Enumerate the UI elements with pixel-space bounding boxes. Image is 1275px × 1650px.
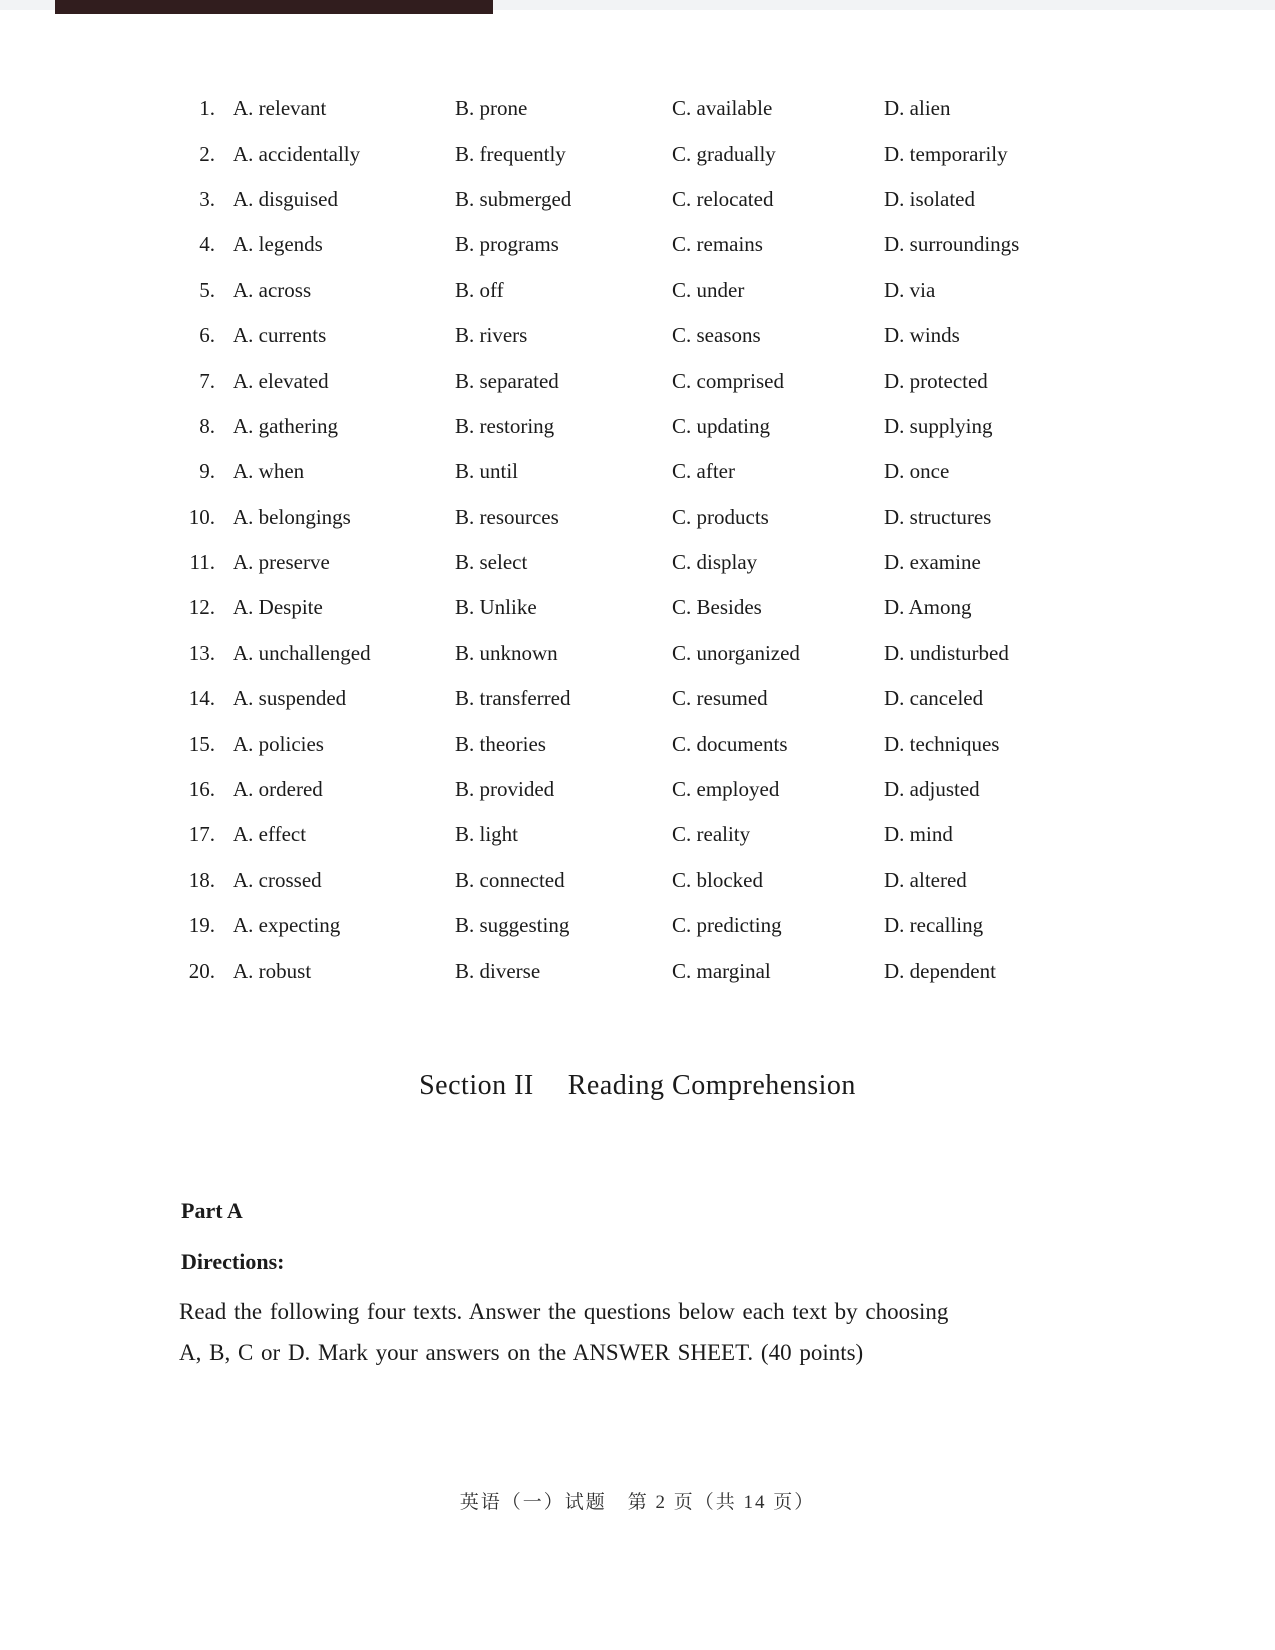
option-a: A. when — [233, 459, 305, 484]
directions-text — [179, 1291, 1059, 1373]
option-c: C. seasons — [672, 323, 761, 348]
option-c: C. Besides — [672, 595, 762, 620]
option-a: A. elevated — [233, 368, 329, 393]
option-d: D. structures — [884, 504, 992, 529]
cloze-row — [0, 858, 1275, 903]
option-b: B. frequently — [455, 141, 566, 166]
option-d: D. dependent — [884, 958, 996, 983]
question-number: 16. — [188, 777, 215, 802]
cloze-row — [0, 86, 1275, 131]
option-c: C. marginal — [672, 958, 771, 983]
option-d: D. supplying — [884, 413, 993, 438]
section-label: Section II — [419, 1070, 534, 1101]
cloze-row — [0, 631, 1275, 676]
option-a: A. crossed — [233, 867, 322, 892]
scan-artifact-bar — [55, 0, 493, 14]
option-b: B. unknown — [455, 640, 558, 665]
option-b: B. connected — [455, 867, 565, 892]
part-label: Part A — [181, 1198, 243, 1223]
option-a: A. policies — [233, 731, 324, 756]
option-a: A. Despite — [233, 595, 323, 620]
option-a: A. preserve — [233, 550, 330, 575]
section-title: Reading Comprehension — [567, 1070, 856, 1101]
cloze-options-list — [0, 86, 1275, 994]
question-number: 1. — [199, 96, 215, 121]
option-d: D. techniques — [884, 731, 1000, 756]
option-c: C. blocked — [672, 867, 763, 892]
option-a: A. robust — [233, 958, 312, 983]
option-c: C. predicting — [672, 913, 782, 938]
option-a: A. disguised — [233, 186, 338, 211]
question-number: 9. — [199, 459, 215, 484]
page-footer-text: 英语（一）试题 第 2 页（共 14 页） — [459, 1492, 816, 1513]
option-a: A. effect — [233, 822, 307, 847]
option-b: B. rivers — [455, 323, 528, 348]
cloze-row — [0, 812, 1275, 857]
option-d: D. once — [884, 459, 950, 484]
question-number: 15. — [188, 731, 215, 756]
option-d: D. examine — [884, 550, 981, 575]
option-b: B. submerged — [455, 186, 572, 211]
cloze-row — [0, 495, 1275, 540]
cloze-row — [0, 131, 1275, 176]
option-b: B. Unlike — [455, 595, 537, 620]
question-number: 4. — [199, 232, 215, 257]
option-b: B. off — [455, 277, 504, 302]
cloze-row — [0, 268, 1275, 313]
cloze-row — [0, 540, 1275, 585]
cloze-row — [0, 948, 1275, 993]
question-number: 19. — [188, 913, 215, 938]
option-a: A. relevant — [233, 96, 327, 121]
question-number: 5. — [199, 277, 215, 302]
cloze-row — [0, 903, 1275, 948]
cloze-row — [0, 449, 1275, 494]
option-d: D. mind — [884, 822, 953, 847]
directions-line-1: Read the following four texts. Answer the questions below each text by choosing — [179, 1299, 949, 1324]
cloze-row — [0, 358, 1275, 403]
option-c: C. unorganized — [672, 640, 800, 665]
option-d: D. undisturbed — [884, 640, 1009, 665]
option-a: A. legends — [233, 232, 323, 257]
option-b: B. select — [455, 550, 528, 575]
question-number: 18. — [188, 867, 215, 892]
option-b: B. separated — [455, 368, 559, 393]
option-c: C. available — [672, 96, 773, 121]
option-d: D. recalling — [884, 913, 984, 938]
option-c: C. documents — [672, 731, 788, 756]
option-a: A. currents — [233, 323, 327, 348]
question-number: 20. — [188, 958, 215, 983]
option-b: B. prone — [455, 96, 528, 121]
cloze-row — [0, 767, 1275, 812]
option-b: B. suggesting — [455, 913, 570, 938]
question-number: 7. — [199, 368, 215, 393]
option-c: C. remains — [672, 232, 763, 257]
question-number: 6. — [199, 323, 215, 348]
option-d: D. alien — [884, 96, 951, 121]
directions-line-2: A, B, C or D. Mark your answers on the ANSWER SHEET. (40 points) — [179, 1340, 864, 1365]
option-c: C. under — [672, 277, 745, 302]
cloze-row — [0, 222, 1275, 267]
option-b: B. programs — [455, 232, 559, 257]
question-number: 11. — [189, 550, 215, 575]
option-c: C. products — [672, 504, 769, 529]
question-number: 13. — [188, 640, 215, 665]
option-b: B. theories — [455, 731, 546, 756]
cloze-row — [0, 404, 1275, 449]
option-a: A. accidentally — [233, 141, 361, 166]
cloze-row — [0, 313, 1275, 358]
cloze-row — [0, 676, 1275, 721]
option-a: A. suspended — [233, 686, 347, 711]
option-d: D. adjusted — [884, 777, 980, 802]
option-c: C. after — [672, 459, 735, 484]
option-c: C. relocated — [672, 186, 774, 211]
option-c: C. resumed — [672, 686, 768, 711]
option-c: C. comprised — [672, 368, 784, 393]
question-number: 12. — [188, 595, 215, 620]
option-a: A. across — [233, 277, 312, 302]
section-heading — [0, 1070, 1275, 1102]
question-number: 14. — [188, 686, 215, 711]
option-a: A. belongings — [233, 504, 351, 529]
question-number: 3. — [199, 186, 215, 211]
option-b: B. transferred — [455, 686, 571, 711]
option-d: D. altered — [884, 867, 967, 892]
option-d: D. temporarily — [884, 141, 1008, 166]
option-b: B. diverse — [455, 958, 541, 983]
option-b: B. provided — [455, 777, 555, 802]
option-b: B. resources — [455, 504, 559, 529]
question-number: 10. — [188, 504, 215, 529]
option-b: B. light — [455, 822, 519, 847]
option-a: A. unchallenged — [233, 640, 371, 665]
option-a: A. gathering — [233, 413, 338, 438]
option-c: C. reality — [672, 822, 751, 847]
option-c: C. updating — [672, 413, 770, 438]
option-d: D. winds — [884, 323, 960, 348]
option-a: A. expecting — [233, 913, 341, 938]
option-d: D. canceled — [884, 686, 984, 711]
option-d: D. via — [884, 277, 936, 302]
cloze-row — [0, 585, 1275, 630]
cloze-row — [0, 177, 1275, 222]
cloze-row — [0, 721, 1275, 766]
question-number: 17. — [188, 822, 215, 847]
option-a: A. ordered — [233, 777, 323, 802]
question-number: 2. — [199, 141, 215, 166]
option-c: C. employed — [672, 777, 780, 802]
option-b: B. restoring — [455, 413, 555, 438]
option-d: D. isolated — [884, 186, 975, 211]
page-footer — [0, 1487, 1275, 1514]
directions-label: Directions: — [181, 1249, 285, 1274]
option-d: D. Among — [884, 595, 972, 620]
question-number: 8. — [199, 413, 215, 438]
option-d: D. surroundings — [884, 232, 1020, 257]
option-c: C. gradually — [672, 141, 776, 166]
option-c: C. display — [672, 550, 758, 575]
option-d: D. protected — [884, 368, 988, 393]
option-b: B. until — [455, 459, 519, 484]
